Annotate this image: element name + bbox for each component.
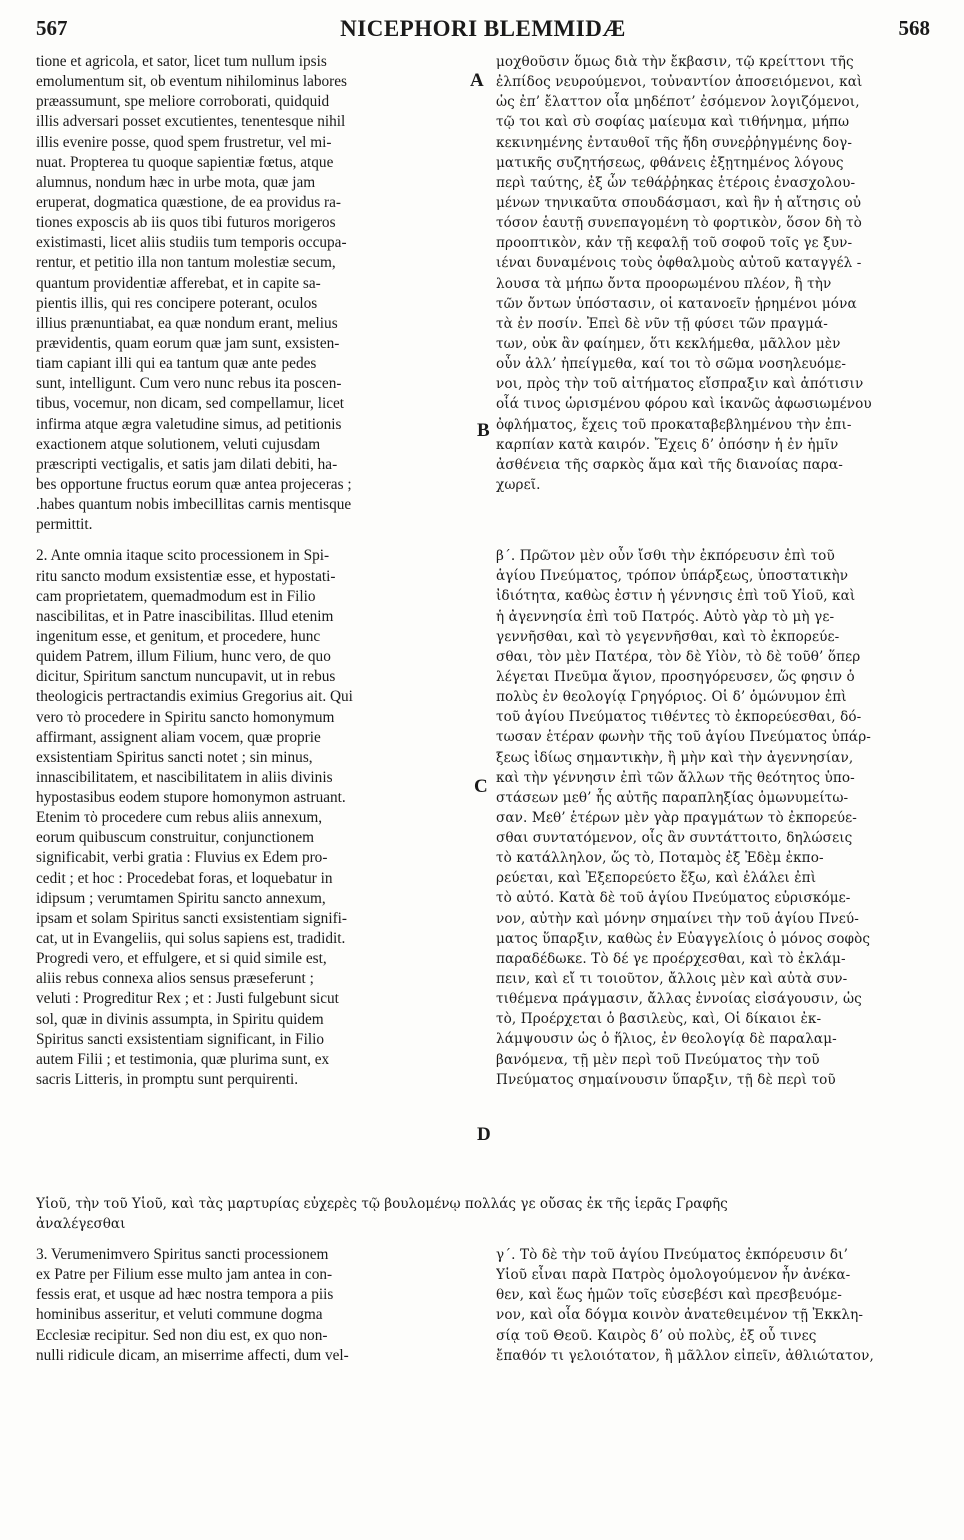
text-line: autem Filii ; et testimonia, quæ plurima sunt, ex bbox=[36, 1050, 330, 1068]
text-line: τὸ αὐτό. Κατὰ δὲ τοῦ ἁγίου Πνεύματος εὑρισκόμε- bbox=[496, 890, 851, 907]
text-line: emolumentum sit, ob eventum nihilominus labores bbox=[36, 73, 348, 91]
text-line: τοῦ ἁγίου Πνεύματος τιθέντες τὸ ἐκπορεύεσθαι, δό- bbox=[496, 709, 862, 726]
text-line: vero τὸ procedere in Spiritu sancto homonymum bbox=[36, 708, 335, 726]
text-line: σθαι, τὸν μὲν Πατέρα, τὸν δὲ Υἱὸν, τὸ δὲ τοῦθ’ ὅπερ bbox=[496, 648, 861, 665]
text-line: τὸ κατάλληλον, ὥς τὸ, Ποταμὸς ἐξ Ἐδὲμ ἐκπο- bbox=[496, 850, 824, 867]
text-line: λέγεται Πνεῦμα ἅγιον, προσηγόρευσεν, ὥς φησιν ὁ bbox=[496, 668, 855, 685]
text-line: τὸ, Προέρχεται ὁ βασιλεὺς, καὶ, Οἱ δίκαιοι ἐκ- bbox=[496, 1011, 822, 1028]
margin-letter-b: B bbox=[477, 420, 490, 441]
text-line: præassumunt, spe meliore corroborati, quidquid bbox=[36, 93, 330, 111]
text-line: tiam capiant illi qui ea tantum quæ ante pedes bbox=[36, 355, 317, 373]
margin-letter-d: D bbox=[477, 1124, 491, 1145]
text-line: eorum quibuscum construitur, conjunctionem bbox=[36, 829, 315, 847]
text-line: significabit, verbi gratia : Fluvius ex Edem pro- bbox=[36, 849, 328, 867]
text-line: nuat. Propterea tu quoque sapientiæ fœtus, atque bbox=[36, 153, 334, 171]
text-line: σθαι συντατόμενον, οἷς ἂν συντάττοιτο, δηλώσεις bbox=[496, 830, 853, 847]
margin-letter-a: A bbox=[470, 70, 484, 91]
text-line: οὖν ἀλλ’ ἠπείγμεθα, καί τοι τὸ σῶμα νοσηλευόμε- bbox=[496, 356, 847, 373]
text-line: καρπίαν κατὰ καιρόν. Ἔχεις δ’ ὁπόσην ἡ ἐν ἡμῖν bbox=[496, 436, 839, 453]
text-line: tiones exposcis ab iis quos tibi futuros morigeros bbox=[36, 214, 336, 232]
greek-paragraph-3 bbox=[496, 1245, 926, 1366]
text-line: illius prænuntiabat, ea quæ nondum erant, melius bbox=[36, 314, 338, 332]
text-line: ρεύεται, καὶ Ἐξεπορεύετο ἔξω, καὶ ἐλάλει ἐπὶ bbox=[496, 870, 817, 887]
text-line: ξεως ἰδίως σημαντικὴν, ἢ μὴν καὶ τὴν ἀγεννησίαν, bbox=[496, 749, 854, 766]
text-line: περὶ ταύτης, ἐξ ὧν τεθάῤῥηκας ἑτέροις ἐνασχολου- bbox=[496, 174, 856, 191]
text-line: exsistentiam Spiritus sancti notet ; sin minus, bbox=[36, 748, 313, 766]
text-line: theologicis pertractandis eximius Gregorius ait. Qui bbox=[36, 688, 353, 706]
text-line: λάμψουσιν ὡς ὁ ἥλιος, ἐν θεολογίᾳ δὲ παραλαμ- bbox=[496, 1031, 837, 1048]
text-line: χωρεῖ. bbox=[496, 476, 541, 493]
text-line: ingenitum esse, et genitum, et procedere, hunc bbox=[36, 627, 321, 645]
text-line: cat, ut in Evangeliis, qui solus sapiens est, tradidit. bbox=[36, 930, 346, 948]
text-line: Πνεύματος σημαίνουσιν ὕπαρξιν, τῇ δὲ περὶ τοῦ bbox=[496, 1071, 836, 1088]
latin-paragraph-1 bbox=[36, 52, 466, 535]
text-line: θεν, καὶ ἕως ἡμῶν τοῖς εὐσεβέσι καὶ πρεσβευόμε- bbox=[496, 1287, 842, 1304]
text-line: Υἱοῦ εἶναι παρὰ Πατρὸς ὁμολογούμενον ἦν ἀνέκα- bbox=[496, 1267, 851, 1284]
text-line: rentur, et petitio illa non tantum molestiæ secum, bbox=[36, 254, 336, 272]
text-line: tione et agricola, et sator, licet tum nullum ipsis bbox=[36, 53, 327, 70]
text-line: ιέναι δυναμένοις τοὺς ὀφθαλμοὺς αὐτοῦ καταγγέλ - bbox=[496, 255, 862, 272]
text-line: τῷ τοι καὶ σὺ σοφίας μαίευμα καὶ τιθήνημα, μήπω bbox=[496, 114, 850, 131]
text-line: nascibilitas, et in Patre inascibilitas. Illud etenim bbox=[36, 607, 334, 625]
text-line: idipsum ; verumtamen Spiritu sancto annexum, bbox=[36, 889, 326, 907]
text-line: πολὺς ἐν θεολογίᾳ Γρηγόριος. Οἱ δ’ ὁμώνυμον ἐπὶ bbox=[496, 689, 847, 706]
text-line: nulli ridicule dicam, an miserrime affecti, dum vel- bbox=[36, 1346, 349, 1364]
text-line: 3. Verumenimvero Spiritus sancti processionem bbox=[36, 1246, 329, 1263]
text-line: νοι, πρὸς τὴν τοῦ αἰτήματος εἴσπραξιν καὶ ἀπότισιν bbox=[496, 376, 864, 393]
text-line: νον, αὐτὴν καὶ μόνην σημαίνει τὴν τοῦ ἁγίου Πνεύ- bbox=[496, 910, 859, 927]
footnote-line: Υἱοῦ, τὴν τοῦ Υἱοῦ, καὶ τὰς μαρτυρίας εὐχερὲς τῷ βουλομένῳ πολλάς γε οὔσας ἐκ τῆς ἱερᾶς Γραφῆς bbox=[36, 1196, 728, 1212]
text-line: infirma atque ægra valetudine simus, ad petitionis bbox=[36, 415, 342, 433]
text-line: quidem Patrem, illum Filium, hunc vero, de quo bbox=[36, 648, 331, 666]
text-line: νον, καὶ οἷα δόγμα κοινὸν ἀνατεθειμένον τῇ Ἐκκλη- bbox=[496, 1307, 864, 1324]
text-line: sacris Litteris, in promptu sunt perquirenti. bbox=[36, 1071, 299, 1089]
text-line: Spiritus sancti exsistentiam significant, in Filio bbox=[36, 1030, 325, 1048]
text-line: quantum providentiæ afferebat, et in capite sa- bbox=[36, 274, 321, 292]
latin-column bbox=[36, 52, 466, 1090]
text-line: γεννῆσθαι, καὶ τὸ γεγεννῆσθαι, καὶ τὸ ἐκπορεύε- bbox=[496, 628, 840, 645]
text-line: λουσα τὰ μήπω ὄντα προορωμένου πλέον, ἢ τὴν bbox=[496, 275, 832, 292]
text-line: σίᾳ τοῦ Θεοῦ. Καιρὸς δ’ οὐ πολὺς, ἐξ οὗ τινες bbox=[496, 1327, 817, 1344]
text-line: sunt, intelligunt. Cum vero nunc rebus ita poscen- bbox=[36, 375, 342, 393]
text-line: ἡ ἀγεννησία ἐπὶ τοῦ Πατρός. Αὐτὸ γὰρ τὸ μὴ γε- bbox=[496, 608, 835, 625]
margin-letter-c: C bbox=[474, 776, 488, 797]
text-line: innascibilitatem, et nascibilitatem in aliis divinis bbox=[36, 768, 333, 786]
text-line: προοπτικὸν, κἀν τῇ κεφαλῇ τοῦ σοφοῦ τοῖς γε ξυν- bbox=[496, 235, 853, 252]
page-header bbox=[36, 16, 930, 44]
text-line: Progredi vero, et effulgere, et si quid simile est, bbox=[36, 950, 327, 968]
text-line: μοχθοῦσιν ὅμως διὰ τὴν ἔκβασιν, τῷ κρείττονι τῆς bbox=[496, 54, 854, 70]
text-line: fessis erat, et usque ad hæc nostra tempora a piis bbox=[36, 1286, 334, 1304]
text-line: ἰδιότητα, καθὼς ἐστιν ἡ γέννησις ἐπὶ τοῦ Υἱοῦ, καὶ bbox=[496, 588, 856, 605]
text-line: τὰ ἐν ποσίν. Ἐπεὶ δὲ νῦν τῇ φύσει τῶν πραγμά- bbox=[496, 315, 828, 332]
text-line: τῶν ὄντων ὑπόστασιν, οἱ κατανοεῖν ᾑρημένοι μόνα bbox=[496, 295, 857, 312]
text-line: sol, quæ in divinis assumpta, in Spiritu quidem bbox=[36, 1010, 324, 1028]
text-line: cam proprietatem, quemadmodum est in Filio bbox=[36, 587, 316, 605]
text-line: hypostasibus eodem stupore homonymon astruant. bbox=[36, 789, 346, 807]
text-line: existimasti, licet aliis studiis tum temporis occupa- bbox=[36, 234, 347, 252]
text-line: 2. Ante omnia itaque scito processionem in Spi- bbox=[36, 547, 330, 565]
text-line: στάσεων μεθ’ ἧς αὐτῆς παραπληξίας ὁμωνυμείτω- bbox=[496, 789, 849, 806]
text-line: dicitur, Spiritum sanctum nuncupavit, ut in rebus bbox=[36, 668, 336, 686]
running-title: NICEPHORI BLEMMIDÆ bbox=[340, 16, 626, 41]
text-line: ματος ὕπαρξιν, καθὼς ἐν Εὐαγγελίοις ὁ μόνος σοφὸς bbox=[496, 930, 871, 947]
page-number-right: 568 bbox=[898, 16, 930, 40]
text-line: exactionem atque solutionem, veluti cujusdam bbox=[36, 435, 321, 453]
text-line: ex Patre per Filium esse multo jam antea in con- bbox=[36, 1266, 333, 1284]
text-line: πειν, καὶ εἴ τι τοιοῦτον, ἄλλοις μὲν καὶ αὐτὰ συν- bbox=[496, 971, 848, 988]
text-line: ἁγίου Πνεύματος, τρόπον ὑπάρξεως, ὑποστατικὴν bbox=[496, 568, 849, 585]
latin-paragraph-3 bbox=[36, 1245, 466, 1366]
footnote-line: ἀναλέγεσθαι bbox=[36, 1216, 126, 1233]
text-line: alumnus, nondum hæc in urbe mota, quæ jam bbox=[36, 173, 316, 191]
greek-column bbox=[496, 52, 926, 1090]
text-line: .habes quantum nobis imbecillitas carnis mentisque bbox=[36, 496, 352, 514]
text-line: ὡς ἐπ’ ἔλαττον οἷα μηδέποτ’ ἐσόμενον λογιζόμενοι, bbox=[496, 94, 860, 111]
text-line: βανόμενα, τῇ μὲν περὶ τοῦ Πνεύματος τὴν τοῦ bbox=[496, 1051, 820, 1068]
footnote bbox=[36, 1194, 926, 1234]
text-line: præscripti vectigalis, et satis jam dilati debiti, ha- bbox=[36, 455, 338, 473]
page-number-left: 567 bbox=[36, 16, 68, 40]
text-line: eruperat, dogmatica quæstione, de ea providus ra- bbox=[36, 193, 341, 211]
text-line: μένων τηνικαῦτα σπουδάσμασι, καὶ ἣν ἡ αἴτησις οὐ bbox=[496, 194, 862, 211]
text-line: illis evenire posse, quod spem frustretur, vel mi- bbox=[36, 133, 332, 151]
text-line: cedit ; et hoc : Procedebat foras, et loquebatur in bbox=[36, 869, 333, 887]
text-line: καὶ τὴν γέννησιν ἐπὶ τῶν ἄλλων τῆς θεότητος ὑπο- bbox=[496, 769, 855, 786]
text-line: ipsam et solam Spiritus sancti exsistentiam signifi- bbox=[36, 909, 348, 927]
text-line: permittit. bbox=[36, 516, 93, 534]
text-line: tibus, vocemur, non dicam, sed compellamur, licet bbox=[36, 395, 345, 413]
text-line: hominibus asseritur, et veluti commune dogma bbox=[36, 1306, 323, 1324]
text-line: β΄. Πρῶτον μὲν οὖν ἴσθι τὴν ἐκπόρευσιν ἐπὶ τοῦ bbox=[496, 548, 835, 565]
greek-column-lower bbox=[496, 1245, 926, 1366]
text-line: bes opportune fructus eorum quæ antea projeceras ; bbox=[36, 475, 352, 493]
text-line: ἀσθένεια τῆς σαρκὸς ἅμα καὶ τῆς διανοίας παρα- bbox=[496, 456, 843, 473]
text-line: κεκινημένης ἐνταυθοῖ τῆς ἤδη συνεῤῥηγμένης δογ- bbox=[496, 134, 853, 151]
text-line: illis adversari posset excutientes, tenentesque nihil bbox=[36, 113, 346, 131]
text-line: τόσον ἑαυτῇ συνεπαγομένη τὸ φορτικὸν, ὅσον δὴ τὸ bbox=[496, 215, 862, 232]
text-line: Ecclesiæ recipitur. Sed non diu est, ex quo non- bbox=[36, 1326, 328, 1344]
latin-paragraph-2 bbox=[36, 546, 466, 1090]
text-line: ritu sancto modum exsistentiæ esse, et hypostati- bbox=[36, 567, 336, 585]
text-line: Etenim τὸ procedere cum rebus aliis annexum, bbox=[36, 809, 323, 827]
text-line: ἔπαθόν τι γελοιότατον, ἢ μᾶλλον εἰπεῖν, ἀθλιώτατον, bbox=[496, 1347, 874, 1364]
latin-column-lower bbox=[36, 1245, 466, 1366]
text-line: τιθέμενα πράγμασιν, ἄλλας ἐννοίας εἰσάγουσιν, ὡς bbox=[496, 991, 862, 1008]
text-line: ὀφλήματος, ἔχεις τοῦ προκαταβεβλημένου τὴν ἐπι- bbox=[496, 416, 852, 433]
text-line: των, οὐκ ἂν φαίημεν, ὅτι κεκλήμεθα, μᾶλλον μὲν bbox=[496, 335, 841, 352]
text-line: γ΄. Τὸ δὲ τὴν τοῦ ἁγίου Πνεύματος ἐκπόρευσιν δι’ bbox=[496, 1247, 848, 1263]
text-line: aliis rebus connexa alios sensus præseferunt ; bbox=[36, 970, 314, 988]
text-line: ματικῆς συζητήσεως, φθάνεις ἐξῃτημένος λόγους bbox=[496, 154, 844, 171]
greek-paragraph-2 bbox=[496, 546, 926, 1090]
greek-paragraph-1 bbox=[496, 52, 926, 495]
text-line: παραδέδωκε. Τὸ δέ γε προέρχεσθαι, καὶ τὸ ἐκλάμ- bbox=[496, 950, 846, 967]
text-line: prævidentis, quam eorum quæ jam sunt, exsisten- bbox=[36, 334, 340, 352]
text-line: σαν. Μεθ’ ἑτέρων μὲν γὰρ πραγμάτων τὸ ἐκπορεύε- bbox=[496, 809, 858, 826]
text-line: οἷά τινος ὡρισμένου φόρου καὶ ἱκανῶς ἀφωσιωμένου bbox=[496, 396, 872, 413]
text-line: pientis illis, qui res concipere poterant, oculos bbox=[36, 294, 318, 312]
text-line: veluti : Progreditur Rex ; et : Justi fulgebunt sicut bbox=[36, 990, 339, 1008]
text-line: ἐλπίδος νευρούμενοι, τοὐναντίον ἀποσειόμενοι, καὶ bbox=[496, 74, 863, 91]
text-line: τωσαν ἑτέραν φωνὴν τῆς τοῦ ἁγίου Πνεύματος ὑπάρ- bbox=[496, 729, 871, 746]
text-line: affirmant, assignent aliam vocem, quæ proprie bbox=[36, 728, 321, 746]
